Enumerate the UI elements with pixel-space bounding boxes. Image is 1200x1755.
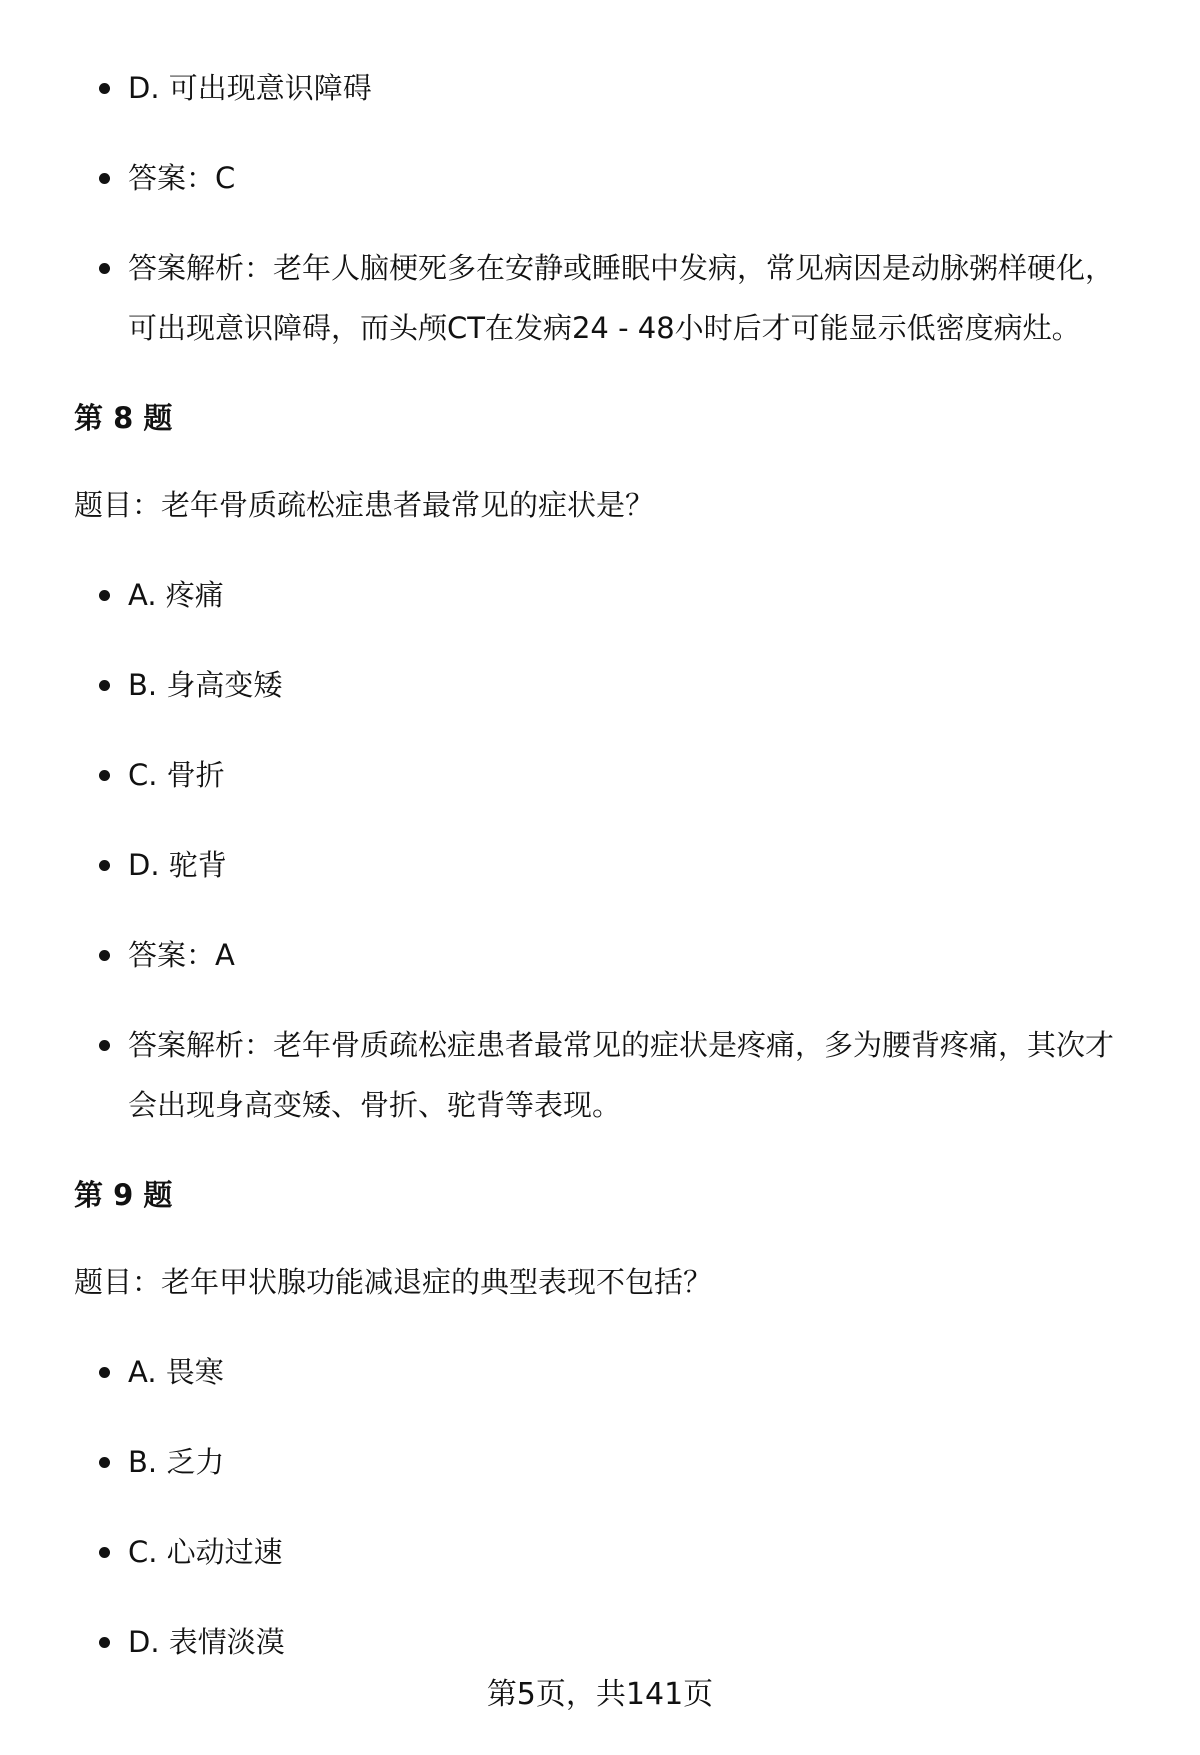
option-b: B. 乏力 <box>128 1432 1138 1492</box>
question-text-9: 题目：老年甲状腺功能减退症的典型表现不包括？ <box>74 1265 713 1299</box>
option-c: C. 骨折 <box>128 745 1138 805</box>
option-a: A. 畏寒 <box>128 1342 1138 1402</box>
question-heading-8: 第 8 题 <box>74 401 173 435</box>
option-c: C. 心动过速 <box>128 1522 1138 1582</box>
answer-analysis: 答案解析：老年人脑梗死多在安静或睡眠中发病，常见病因是动脉粥样硬化，可出现意识障碍，而头颅CT在发病24 - 48小时后才可能显示低密度病灶。 <box>128 238 1138 358</box>
option-d: D. 表情淡漠 <box>128 1612 1138 1672</box>
option-d: D. 可出现意识障碍 <box>128 58 1138 118</box>
answer: 答案：C <box>128 148 1138 208</box>
answer-analysis: 答案解析：老年骨质疏松症患者最常见的症状是疼痛，多为腰背疼痛，其次才会出现身高变矮、骨折、驼背等表现。 <box>128 1015 1138 1135</box>
option-b: B. 身高变矮 <box>128 655 1138 715</box>
option-d: D. 驼背 <box>128 835 1138 895</box>
answer: 答案：A <box>128 925 1138 985</box>
page-indicator: 第5页，共141页 <box>486 1677 714 1712</box>
question-text-8: 题目：老年骨质疏松症患者最常见的症状是？ <box>74 488 655 522</box>
option-a: A. 疼痛 <box>128 565 1138 625</box>
question-heading-9: 第 9 题 <box>74 1178 173 1212</box>
